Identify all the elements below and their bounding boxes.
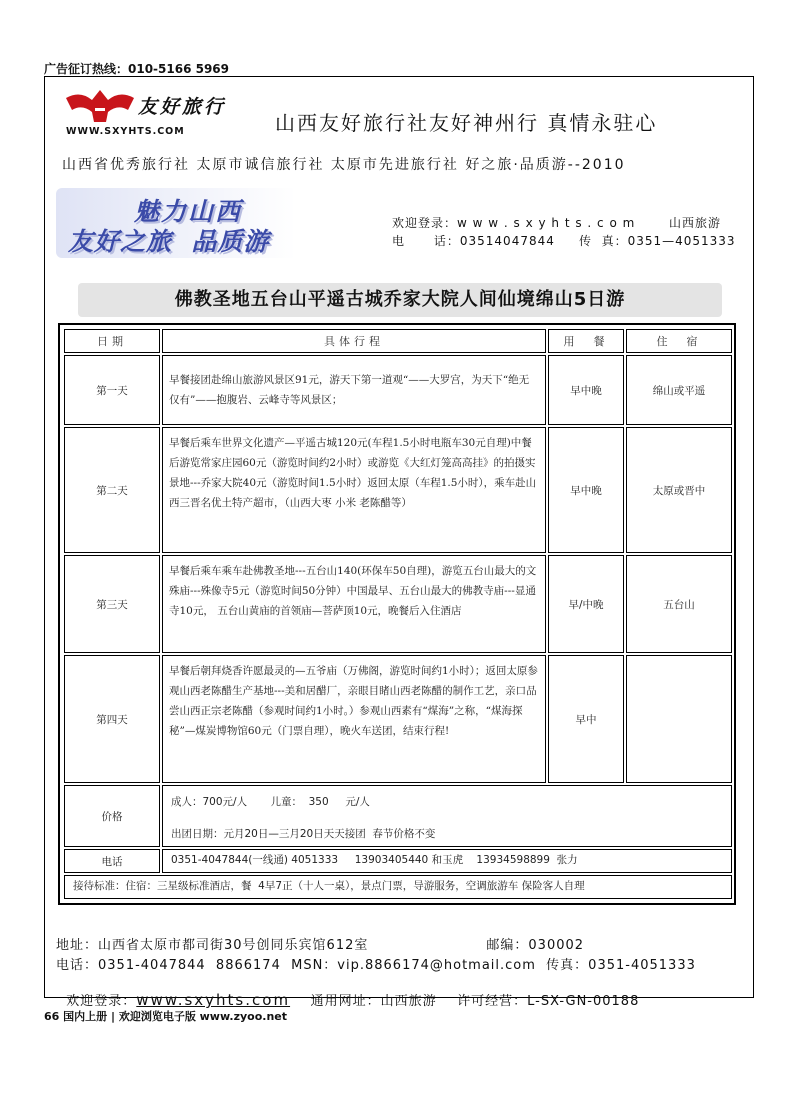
logo-url: WWW.SXYHTS.COM <box>66 126 185 137</box>
agency-slogan: 山西友好旅行社友好神州行 真情永驻心 <box>275 111 658 135</box>
departure-line: 出团日期：元月20日—三月20日天天接团 春节价格不变 <box>171 828 436 840</box>
day-lodging: 绵山或平遥 <box>626 355 732 425</box>
header-date: 日期 <box>64 329 160 353</box>
banner-line-2: 友好之旅 品质游 <box>68 227 270 256</box>
footer-address: 地址：山西省太原市都司街30号创同乐宾馆612室 邮编：030002 <box>56 938 585 953</box>
logo-red-shape <box>66 90 134 122</box>
ad-hotline: 广告征订热线：010-5166 5969 <box>44 62 230 76</box>
day-label: 第三天 <box>64 555 160 653</box>
day-lodging: 太原或晋中 <box>626 427 732 553</box>
day-itinerary: 早餐后乘车世界文化遗产—平遥古城120元(车程1.5小时电瓶车30元自理)中餐后游览常家庄园60元（游览时间约2小时）或游览《大红灯笼高高挂》的拍摄实景地---乔家大院40元（游览时间1.5小时）返回太原（车程1.5小时），乘车赴山西三晋名优土特产超市，（山西大枣 小米 老陈醋等） <box>162 427 546 553</box>
day-lodging <box>626 655 732 783</box>
day-label: 第二天 <box>64 427 160 553</box>
day-itinerary: 早餐后朝拜烧香许愿最灵的—五爷庙（万佛阁，游览时间约1小时）；返回太原参观山西老陈醋生产基地---美和居醋厂，亲眼目睹山西老陈醋的制作工艺，亲口品尝山西正宗老陈醋（参观时间约1小时。）参观山西素有“煤海”之称，“煤海探秘”—煤炭博物馆60元（门票自理），晚火车送团，结束行程! <box>162 655 546 783</box>
header-lodging: 住 宿 <box>626 329 732 353</box>
tour-title: 佛教圣地五台山平遥古城乔家大院人间仙境绵山5日游 <box>78 283 722 317</box>
service-standards: 接待标准：住宿：三星级标准酒店，餐 4早7正（十人一桌），景点门票，导游服务，空调旅游车 保险客人自理 <box>64 875 732 899</box>
general-site-license: 通用网址：山西旅游 许可经营：L-SX-GN-00188 <box>290 994 640 1009</box>
phone-fax-line: 电 话：03514047844 传 真：0351—4051333 <box>392 234 736 248</box>
itinerary-table <box>58 323 736 905</box>
day-meals: 早中 <box>548 655 624 783</box>
phone-label: 电话 <box>64 849 160 873</box>
footer-web-line <box>56 975 639 1009</box>
header-itinerary: 具体行程 <box>162 329 546 353</box>
day-meals: 早中晚 <box>548 427 624 553</box>
agency-logo <box>62 84 242 140</box>
logo-text: 友好旅行 <box>138 96 227 118</box>
price-label: 价格 <box>64 785 160 847</box>
website-link[interactable]: www.sxyhts.com <box>136 991 291 1009</box>
day-label: 第一天 <box>64 355 160 425</box>
day-meals: 早中晚 <box>548 355 624 425</box>
price-line: 成人：700元/人 儿童： 350 元/人 <box>171 796 370 808</box>
day-itinerary: 早餐接团赴绵山旅游风景区91元，游天下第一道观“——大罗宫，为天下“绝无仅有”——抱腹岩、云峰寺等风景区； <box>162 355 546 425</box>
page-footer: 66 国内上册 | 欢迎浏览电子版 www.zyoo.net <box>44 1010 288 1023</box>
promo-banner <box>56 188 356 258</box>
footer-contact: 电话：0351-4047844 8866174 MSN：vip.8866174@hotmail.com 传真：0351-4051333 <box>56 958 696 973</box>
phone-value: 0351-4047844(一线通) 4051333 13903405440 和玉虎 13934598899 张力 <box>162 849 732 873</box>
price-details <box>162 785 732 847</box>
day-label: 第四天 <box>64 655 160 783</box>
banner-line-1: 魅力山西 <box>134 197 243 226</box>
day-lodging: 五台山 <box>626 555 732 653</box>
welcome-label: 欢迎登录： <box>66 994 137 1009</box>
day-itinerary: 早餐后乘车乘车赴佛教圣地---五台山140(环保车50自理)，游览五台山最大的文殊庙---殊像寺5元（游览时间50分钟）中国最早、五台山最大的佛教寺庙---显通寺10元， 五台山黄庙的首领庙—菩萨顶10元，晚餐后入住酒店 <box>162 555 546 653</box>
day-meals: 早/中晚 <box>548 555 624 653</box>
agency-honors: 山西省优秀旅行社 太原市诚信旅行社 太原市先进旅行社 好之旅·品质游--2010 <box>62 157 626 173</box>
header-meals: 用 餐 <box>548 329 624 353</box>
welcome-line: 欢迎登录：w w w . s x y h t s . c o m 山西旅游 <box>392 216 722 230</box>
